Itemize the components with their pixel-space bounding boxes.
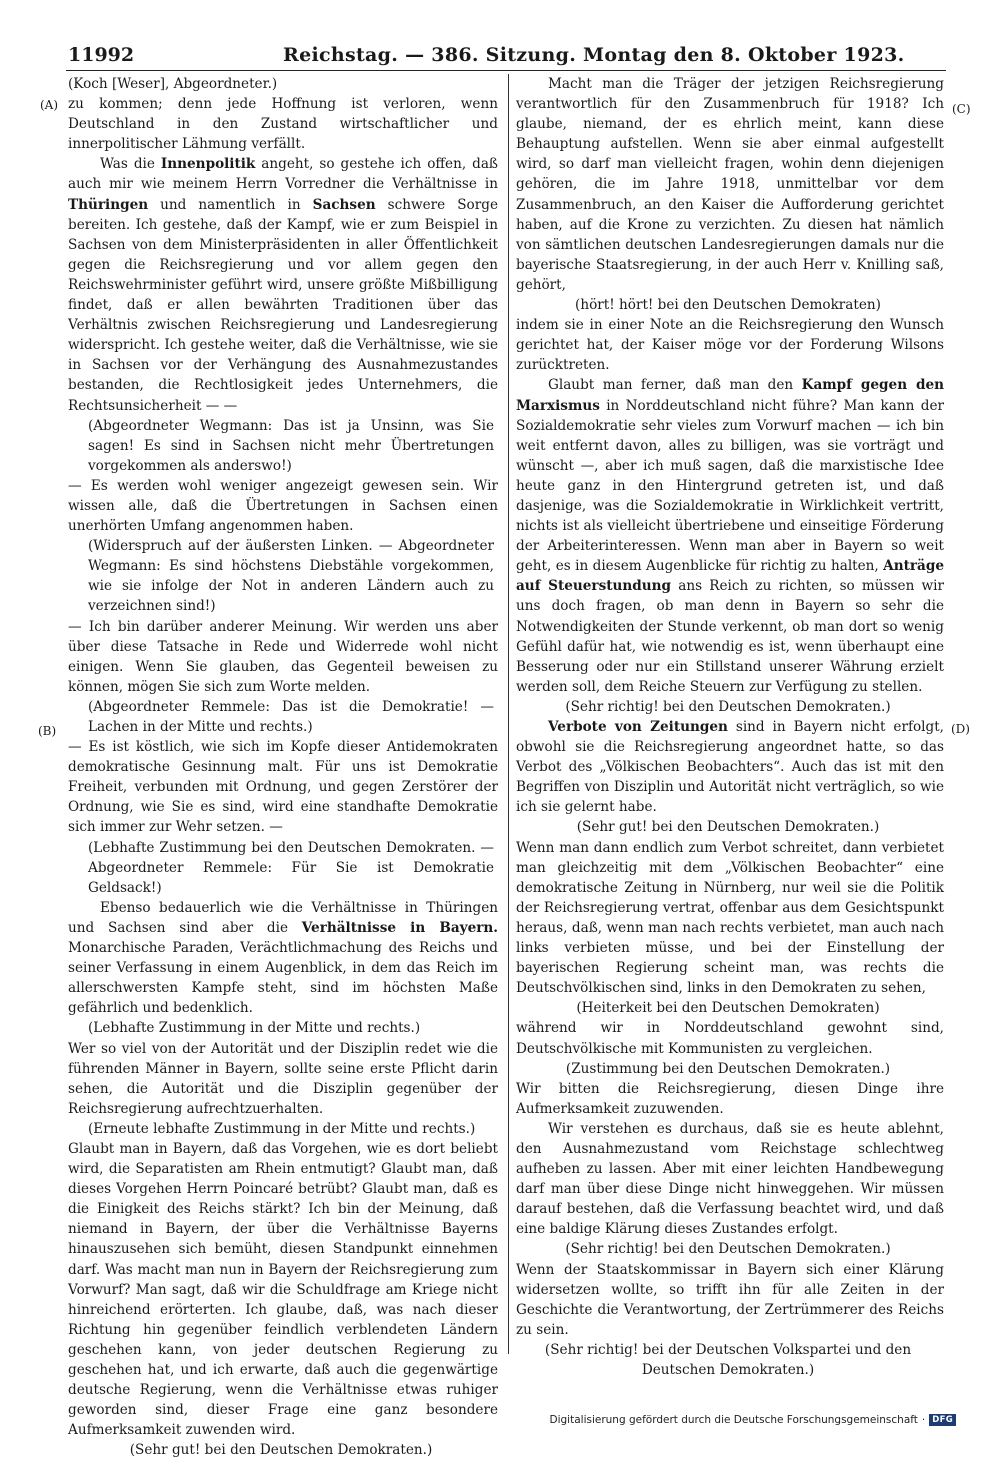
emphasis: Thüringen bbox=[68, 196, 149, 213]
margin-marker-c: (C) bbox=[952, 102, 971, 116]
emphasis: Anträge auf Steuerstundung bbox=[516, 558, 944, 595]
emphasis: Innenpolitik bbox=[160, 156, 256, 173]
speaker-line: (Koch [Weser], Abgeordneter.) bbox=[68, 76, 278, 92]
interjection: (hört! hört! bei den Deutschen Demokraten) bbox=[575, 297, 881, 314]
paragraph: Wer so viel von der Autorität und der Disziplin redet wie die führenden Männer in Bayern, sollte seine erste Pflicht darin sehen, die Autorität und die Disziplin gegenüber der Reichsregierung aufrechtzuerhalten. bbox=[68, 1040, 498, 1117]
margin-marker-a: (A) bbox=[40, 98, 59, 112]
interjection: (Sehr richtig! bei den Deutschen Demokraten.) bbox=[565, 1241, 891, 1258]
interjection: (Widerspruch auf der äußersten Linken. — Abgeordneter Wegmann: Es sind höchstens Diebstähle vorgekommen, wie sie infolge der Not in anderen Ländern auch zu verzeichnen sind!) bbox=[88, 538, 494, 615]
interjection: (Heiterkeit bei den Deutschen Demokraten) bbox=[576, 1000, 880, 1017]
margin-marker-b: (B) bbox=[38, 724, 57, 738]
paragraph: Wenn man dann endlich zum Verbot schreitet, dann verbietet man gleichzeitig mit dem „Völkischen Beobachter“ eine demokratische Zeitung in Nürnberg, nur weil sie die Politik der Reichsregierung vertrat, offenbar aus dem Gesichtspunkt heraus, daß, wenn man nach rechts verbietet, man auch nach links verbieten müsse, und bei der Einstellung der bayerischen Regierung scheint man, was rechts die Deutschvölkischen sind, links in den Demokraten zu sehen, bbox=[516, 839, 944, 997]
running-title: Reichstag. — 386. Sitzung. Montag den 8. Oktober 1923. bbox=[283, 44, 905, 66]
interjection: (Erneute lebhafte Zustimmung in der Mitte und rechts.) bbox=[88, 1120, 476, 1137]
emphasis: Verbote von Zeitungen bbox=[548, 719, 728, 735]
paragraph: Ebenso bedauerlich wie die Verhältnisse in Thüringen und Sachsen sind aber die Verhältnisse in Bayern. Monarchische Paraden, Verächtlichmachung des Reichs und seiner Verfassung in einem Augenblick, in dem das Reich im allerschwersten Kampfe steht, sind im höchsten Maße gefährlich und bedenklich. bbox=[68, 899, 498, 1017]
paragraph: Wenn der Staatskommissar in Bayern sich einer Klärung widersetzen wollte, so trifft ihn für alle Zeiten in der Geschichte die Verantwortung, der Zertrümmerer des Reichs zu sein. bbox=[516, 1261, 944, 1338]
dfg-logo-icon: DFG bbox=[929, 1414, 956, 1426]
emphasis: Sachsen bbox=[312, 196, 376, 213]
header-rule bbox=[66, 70, 946, 71]
emphasis: Kampf gegen den Marxismus bbox=[516, 377, 944, 414]
paragraph: — Es ist köstlich, wie sich im Kopfe dieser Antidemokraten demokratische Gesinnung malt. Für uns ist Demokratie Freiheit, verbunden mit Ordnung, und gegen Zerstörer der Ordnung, wie Sie es sind, wird eine standhafte Demokratie sich immer zur Wehr setzen. — bbox=[68, 739, 498, 836]
footer-text: Digitalisierung gefördert durch die Deutsche Forschungsgemeinschaft bbox=[549, 1414, 918, 1426]
digitization-footer: Digitalisierung gefördert durch die Deutsche Forschungsgemeinschaft · DFG bbox=[550, 1413, 956, 1427]
paragraph: Verbote von Zeitungen sind in Bayern nicht erfolgt, obwohl sie die Reichsregierung angeordnet hatte, so das Verbot des „Völkischen Beobachters“. Auch das ist mit den Begriffen von Disziplin und Autorität nicht verträglich, so wie ich sie gelernt habe. bbox=[516, 719, 944, 816]
emphasis: Verhältnisse in Bayern. bbox=[301, 919, 498, 936]
paragraph: Glaubt man ferner, daß man den Kampf gegen den Marxismus in Norddeutschland nicht führe? Man kann der Sozialdemokratie sehr vieles zum Vorwurf machen — ich bin weit entfernt davon, alles zu billigen, was sie vorträgt und wünscht —, aber ich muß sagen, daß die marxistische Idee heute ganz in den Hintergrund getreten ist, und daß dasjenige, was die Sozialdemokratie in Wirklichkeit vertritt, nichts ist als vielleicht übertriebene und einseitige Förderung der Arbeiterinteressen. Wenn man aber in Bayern so weit geht, es in diesem Augenblicke für richtig zu halten, Anträge auf Steuerstundung ans Reich zu richten, so müssen wir uns doch fragen, ob man denn in Bayern so sehr die Notwendigkeiten der Stunde verkennt, ob man dort so wenig Gefühl dafür hat, wie notwendig es ist, wenn überhaupt eine Besserung oder nur ein Stillstand unserer Währung erzielt werden soll, dem Reiche Steuern zur Verfügung zu stellen. bbox=[516, 377, 944, 695]
right-column bbox=[516, 74, 944, 1378]
paragraph: Was die Innenpolitik angeht, so gestehe ich offen, daß auch mir wie meinem Herrn Vorredner die Verhältnisse in Thüringen und namentlich in Sachsen schwere Sorge bereiten. Ich gestehe, daß der Kampf, wie er zum Beispiel in Sachsen von dem Ministerpräsidenten in aller Öffentlichkeit gegen die Reichsregierung und vor allem gegen den Reichswehrminister geführt wird, unsere größte Mißbilligung findet, daß er allen bewährten Traditionen über das Verhältnis zwischen Reichsregierung und Landesregierung widerspricht. Ich gestehe weiter, daß die Verhältnisse, wie sie in Sachsen vor der Verhängung des Ausnahmezustandes bestanden, die Rechtlosigkeit jedes Unternehmers, die Rechtsunsicherheit — — bbox=[68, 156, 499, 414]
paragraph: — Es werden wohl weniger angezeigt gewesen sein. Wir wissen alle, daß die Übertretungen in Sachsen einen unerhörten Umfang angenommen haben. bbox=[68, 477, 498, 535]
page-header bbox=[68, 44, 938, 70]
interjection: (Lebhafte Zustimmung in der Mitte und rechts.) bbox=[88, 1020, 421, 1037]
paragraph: — Ich bin darüber anderer Meinung. Wir werden uns aber über diese Tatsache in Rede und Widerrede wohl nicht einigen. Wenn Sie glauben, das Gegenteil beweisen zu können, mögen Sie sich zum Worte melden. bbox=[68, 618, 498, 695]
interjection: (Zustimmung bei den Deutschen Demokraten.) bbox=[565, 1060, 891, 1077]
interjection: (Sehr gut! bei den Deutschen Demokraten.) bbox=[129, 1442, 433, 1459]
paragraph: Wir bitten die Reichsregierung, diesen Dinge ihre Aufmerksamkeit zuzuwenden. bbox=[516, 1080, 944, 1117]
paragraph: Macht man die Träger der jetzigen Reichsregierung verantwortlich für den Zusammenbruch für 1918? Ich glaube, niemand, der es ehrlich meint, kann diese Behauptung aufstellen. Wenn sie aber einmal aufgestellt wird, so darf man vielleicht fragen, wohin denn diejenigen gehören, die im Jahre 1918, unmittelbar vor dem Zusammenbruch, an den Kaiser die Aufforderung gerichtet haben, auf die Krone zu verzichten. Zu diesen hat nämlich von sämtlichen deutschen Landesregierungen damals nur die bayerische Staatsregierung, in der auch Herr v. Knilling saß, gehört, bbox=[516, 76, 944, 293]
paragraph: während wir in Norddeutschland gewohnt sind, Deutschvölkische mit Kommunisten zu vergleichen. bbox=[516, 1020, 944, 1057]
interjection: (Lebhafte Zustimmung bei den Deutschen Demokraten. — Abgeordneter Remmele: Für Sie ist Demokratie Geldsack!) bbox=[88, 839, 494, 896]
interjection: (Sehr gut! bei den Deutschen Demokraten.) bbox=[576, 819, 880, 836]
left-column bbox=[68, 74, 499, 1459]
interjection: (Sehr richtig! bei den Deutschen Demokraten.) bbox=[565, 698, 891, 715]
interjection: (Sehr richtig! bei der Deutschen Volkspartei und den Deutschen Demokraten.) bbox=[544, 1341, 912, 1378]
paragraph: Wir verstehen es durchaus, daß sie es heute ablehnt, den Ausnahmezustand vom Reichstage schlechtweg aufheben zu lassen. Aber mit einer leichten Handbewegung darf man über diese Dinge nicht hinweggehen. Wir müssen darauf bestehen, daß die Verfassung beachtet wird, und daß eine baldige Klärung dieses Zustandes erfolgt. bbox=[516, 1120, 944, 1238]
column-divider bbox=[508, 74, 509, 1354]
paragraph: Glaubt man in Bayern, daß das Vorgehen, wie es dort beliebt wird, die Separatisten am Rhein entmutigt? Glaubt man, daß dieses Vorgehen Herrn Poincaré betrübt? Glaubt man, daß es die Einigkeit des Reichs stärkt? Ich bin der Meinung, daß niemand in Bayern, der über die Verhältnisse Bayerns hinauszusehen sich bemüht, diesen Standpunkt einnehmen darf. Was macht man nun in Bayern der Reichsregierung zum Vorwurf? Man sagt, daß wir die Schuldfrage am Kriege nicht hinreichend erörterten. Ich glaube, daß, was nach dieser Richtung hin gegenüber feindlich verblendeten Ländern geschehen kann, von jeder deutschen Regierung zu geschehen hat, und ich erwarte, daß auch die gegenwärtige deutsche Regierung, wenn die Verhältnisse etwas ruhiger geworden sind, dieser Frage eine ganz besondere Aufmerksamkeit zuwenden wird. bbox=[68, 1140, 498, 1439]
page-number: 11992 bbox=[68, 44, 135, 66]
paragraph: indem sie in einer Note an die Reichsregierung den Wunsch gerichtet hat, der Kaiser möge vor der Forderung Wilsons zurücktreten. bbox=[516, 317, 944, 374]
interjection: (Abgeordneter Wegmann: Das ist ja Unsinn, was Sie sagen! Es sind in Sachsen nicht mehr Übertretungen vorgekommen als anderswo!) bbox=[88, 417, 494, 474]
margin-marker-d: (D) bbox=[951, 722, 970, 736]
interjection: (Abgeordneter Remmele: Das ist die Demokratie! — Lachen in der Mitte und rechts.) bbox=[88, 698, 494, 735]
paragraph: zu kommen; denn jede Hoffnung ist verloren, wenn Deutschland in den Zustand wirtschaftlicher und innerpolitischer Lähmung verfällt. bbox=[68, 96, 498, 153]
